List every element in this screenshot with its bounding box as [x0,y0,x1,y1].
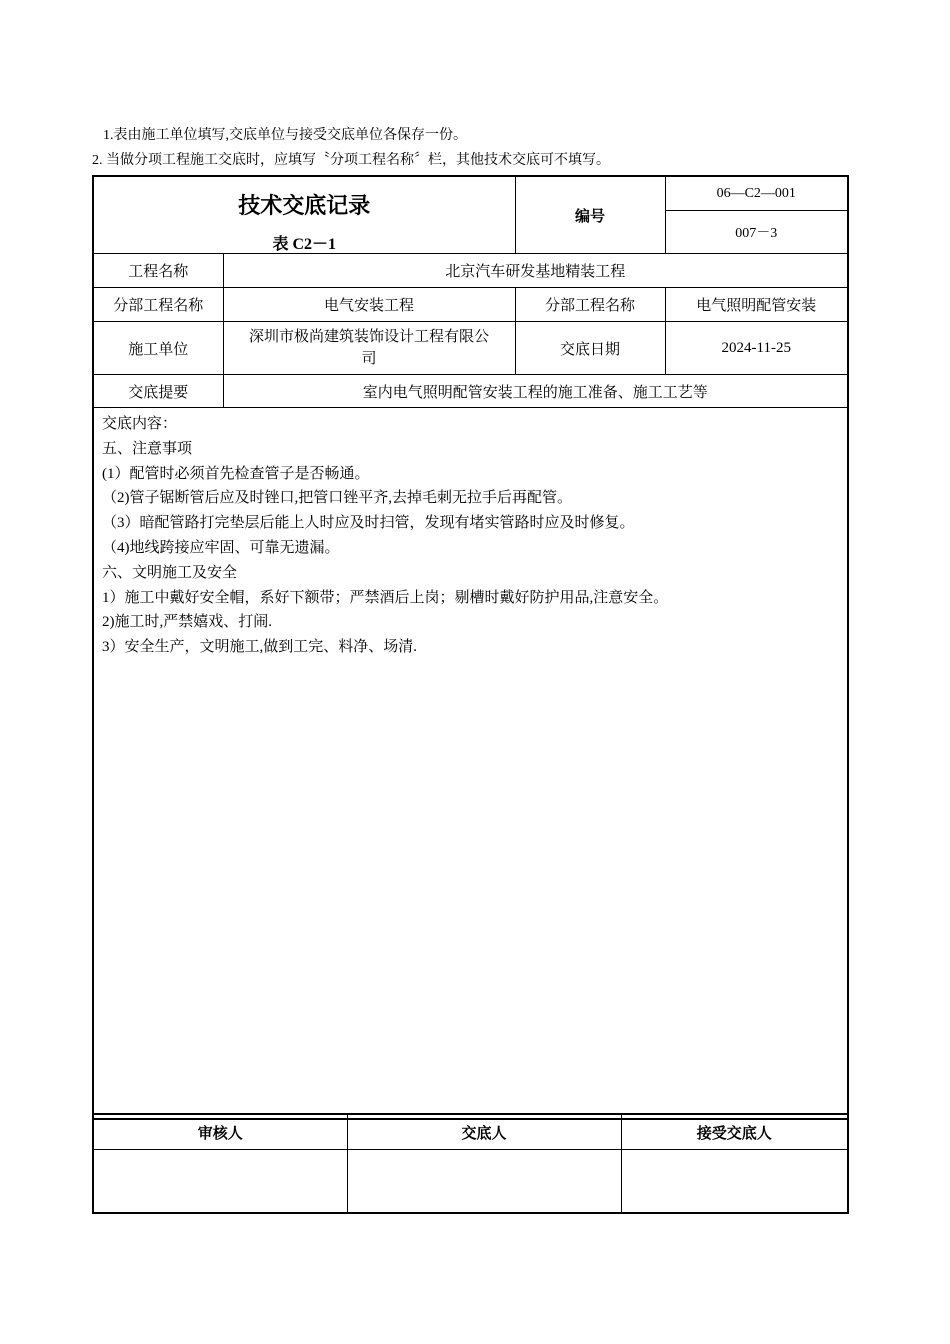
discloser-label: 交底人 [347,1114,621,1150]
page-title: 技术交底记录 [238,194,371,219]
title-block [93,176,515,254]
receiver-label: 接受交底人 [621,1114,848,1150]
item-project-value: 电气照明配管安装 [665,288,848,322]
contractor-label: 施工单位 [93,322,223,375]
content-line: （3）暗配管路打完垫层后能上人时应及时扫管，发现有堵实管路时应及时修复。 [102,515,635,532]
contractor-value-line-2: 司 [361,351,377,367]
record-table [92,175,849,1120]
contractor-value-line-1: 深圳市极尚建筑装饰设计工程有限公 [248,329,489,345]
item-project-label: 分部工程名称 [515,288,665,322]
date-label: 交底日期 [515,322,665,375]
content-line: 3）安全生产，文明施工,做到工完、料净、场清. [102,639,418,656]
content-line: 1）施工中戴好安全帽，系好下额带；严禁酒后上岗；剔槽时戴好防护用品,注意安全。 [102,589,669,606]
receiver-signature-field[interactable] [621,1150,848,1214]
content-line: (1）配管时必须首先检查管子是否畅通。 [102,465,370,482]
code-label: 编号 [515,176,665,254]
reviewer-label: 审核人 [93,1114,347,1150]
summary-value: 室内电气照明配管安装工程的施工准备、施工工艺等 [223,375,848,408]
code-value-1: 06—C2—001 [665,176,848,211]
discloser-signature-field[interactable] [347,1150,621,1214]
content-line: （4)地线跨接应牢固、可靠无遗漏。 [102,539,340,556]
form-number: 表 C2－1 [272,236,337,253]
content-line: 交底内容： [102,416,178,432]
sub-project-value: 电气安装工程 [223,288,515,322]
note-line-1: 1.表由施工单位填写,交底单位与接受交底单位各保存一份。 [103,128,467,143]
date-value: 2024-11-25 [665,322,848,375]
note-line-2: 2. 当做分项工程施工交底时，应填写〝分项工程名称〞栏，其他技术交底可不填写。 [92,153,610,168]
contractor-value [223,322,515,375]
content-line: 五、注意事项 [102,440,193,457]
reviewer-signature-field[interactable] [93,1150,347,1214]
project-name-value: 北京汽车研发基地精装工程 [223,254,848,288]
disclosure-content [93,408,848,1120]
signature-table [92,1113,849,1214]
content-line: 2)施工时,严禁嬉戏、打闹. [102,614,272,631]
sub-project-label: 分部工程名称 [93,288,223,322]
content-line: （2)管子锯断管后应及时锉口,把管口锉平齐,去掉毛刺无拉手后再配管。 [102,490,572,507]
code-value-2: 007－3 [665,211,848,254]
project-name-label: 工程名称 [93,254,223,288]
content-line: 六、文明施工及安全 [102,564,238,581]
summary-label: 交底提要 [93,375,223,408]
